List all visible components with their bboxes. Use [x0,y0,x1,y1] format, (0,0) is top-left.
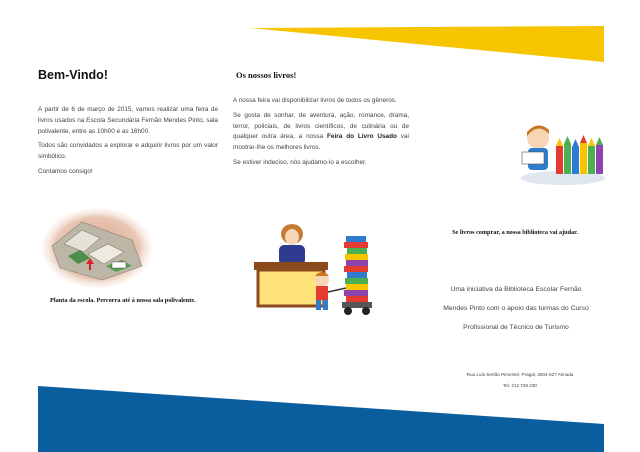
reading-boy-illustration [518,120,608,186]
welcome-paragraph-3: Contamos consigo! [38,167,93,175]
book-fair-name: Feira do Livro Usado [327,133,397,141]
books-text [233,96,409,169]
initiative-line-2: Mendes Pinto com o apoio das turmas do Curso [443,305,589,312]
books-paragraph-3: Se estiver indeciso, nós ajudamo-lo a escolher. [233,158,367,166]
books-paragraph-2 [233,111,409,154]
phone: Tel. 212 736 230 [503,383,537,388]
books-title: Os nossos livros! [236,70,297,80]
school-map-image [42,208,152,288]
address: Rua Luís Sertão Pimentel, Pragal, 2804-527 Almada [466,372,574,377]
initiative-line-1: Uma iniciativa da Biblioteca Escolar Fernão [450,286,582,293]
tagline: Se livros comprar, a nossa biblioteca vai ajudar. [452,229,578,236]
welcome-text [38,105,218,178]
books-paragraph-2-start: Se gosta de sonhar, de aventura, ação, romance, drama, terror, policiais, de livros científicos, de culinária ou de qualquer outra área, a nossa [233,111,409,141]
welcome-title: Bem-Vindo! [38,68,108,82]
welcome-paragraph-1: A partir de 6 de março de 2015, vamos realizar uma feira de livros usados na Escola Secundária Fernão Mendes Pinto, sala polivalente, entre as 10h00 e as 16h00. [38,106,218,135]
books-paragraph-1: A nossa feira vai disponibilizar livros de todos os gêneros. [233,97,397,104]
welcome-paragraph-2: Todos são convidados a explorar e adquirir livros por um valor simbólico. [38,142,218,161]
initiative-line-3: Profissional de Técnico de Turismo [463,324,569,331]
contact-info [430,369,610,391]
librarian-illustration [248,218,378,318]
initiative-text [425,280,607,337]
map-caption: Planta da escola. Percorra até à nossa sala polivalente. [50,297,196,304]
books-paragraph-2-end: vai mostrar-lhe os melhores livros. [233,133,409,152]
